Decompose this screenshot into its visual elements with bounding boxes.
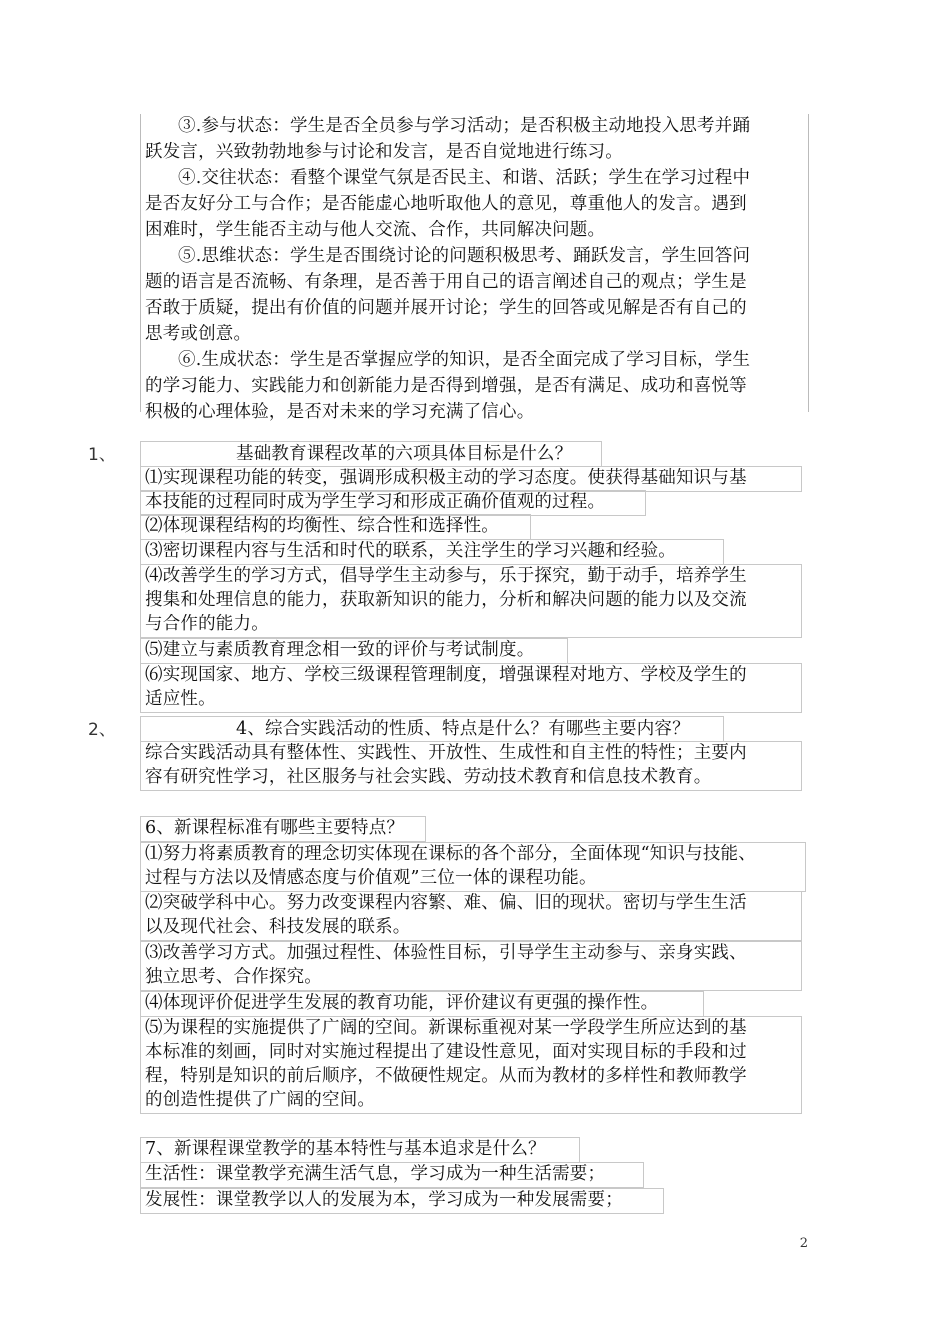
answer-line: ⑴努力将素质教育的理念切实体现在课标的各个部分，全面体现“知识与技能、 (145, 844, 756, 864)
answer-line: ⑹实现国家、地方、学校三级课程管理制度，增强课程对地方、学校及学生的 (145, 665, 747, 685)
answer-line: 本技能的过程同时成为学生学习和形成正确价值观的过程。 (145, 492, 606, 512)
answer-line: ⑷体现评价促进学生发展的教育功能，评价建议有更强的操作性。 (145, 993, 659, 1013)
paragraph-line: 是否友好分工与合作；是否能虚心地听取他人的意见，尊重他人的发言。遇到 (145, 194, 747, 214)
question-title: 4、综合实践活动的性质、特点是什么？有哪些主要内容？ (236, 719, 690, 739)
answer-line: ⑷改善学生的学习方式，倡导学生主动参与，乐于探究，勤于动手，培养学生 (145, 566, 747, 586)
answer-line: ⑴实现课程功能的转变，强调形成积极主动的学习态度。使获得基础知识与基 (145, 468, 747, 488)
answer-line: 综合实践活动具有整体性、实践性、开放性、生成性和自主性的特性；主要内 (145, 743, 747, 763)
question-number: 2、 (88, 720, 116, 740)
answer-line: ⑵体现课程结构的均衡性、综合性和选择性。 (145, 516, 499, 536)
question-number: 1、 (88, 445, 116, 465)
answer-line: ⑵突破学科中心。努力改变课程内容繁、难、偏、旧的现状。密切与学生生活 (145, 893, 747, 913)
answer-line: 的创造性提供了广阔的空间。 (145, 1090, 376, 1110)
answer-line: 以及现代社会、科技发展的联系。 (145, 917, 411, 937)
paragraph-line: 题的语言是否流畅、有条理，是否善于用自己的语言阐述自己的观点；学生是 (145, 272, 747, 292)
paragraph-line: 积极的心理体验，是否对未来的学习充满了信心。 (145, 402, 535, 422)
answer-line: 容有研究性学习，社区服务与社会实践、劳动技术教育和信息技术教育。 (145, 767, 712, 787)
paragraph-line: ④.交往状态：看整个课堂气氛是否民主、和谐、活跃；学生在学习过程中 (178, 168, 751, 188)
answer-line: 生活性：课堂教学充满生活气息，学习成为一种生活需要； (145, 1164, 606, 1184)
answer-line: 与合作的能力。 (145, 614, 269, 634)
paragraph-line: 困难时，学生能否主动与他人交流、合作，共同解决问题。 (145, 220, 606, 240)
answer-line: 发展性：课堂教学以人的发展为本，学习成为一种发展需要； (145, 1190, 623, 1210)
answer-line: 适应性。 (145, 689, 216, 709)
paragraph-line: ③.参与状态：学生是否全员参与学习活动；是否积极主动地投入思考并踊 (178, 116, 751, 136)
answer-line: ⑶密切课程内容与生活和时代的联系，关注学生的学习兴趣和经验。 (145, 541, 676, 561)
left-margin-rule (140, 114, 141, 412)
paragraph-line: 思考或创意。 (145, 324, 252, 344)
question-title: 7、新课程课堂教学的基本特性与基本追求是什么？ (145, 1139, 546, 1159)
question-title: 6、新课程标准有哪些主要特点？ (145, 818, 405, 838)
paragraph-line: 否敢于质疑，提出有价值的问题并展开讨论；学生的回答或见解是否有自己的 (145, 298, 747, 318)
answer-line: 程，特别是知识的前后顺序，不做硬性规定。从而为教材的多样性和教师教学 (145, 1066, 747, 1086)
right-margin-rule (808, 114, 809, 412)
paragraph-line: ⑥.生成状态：学生是否掌握应学的知识，是否全面完成了学习目标，学生 (178, 350, 751, 370)
answer-line: ⑸为课程的实施提供了广阔的空间。新课标重视对某一学段学生所应达到的基 (145, 1018, 747, 1038)
question-title: 基础教育课程改革的六项具体目标是什么？ (236, 444, 573, 464)
answer-line: 独立思考、合作探究。 (145, 967, 322, 987)
answer-line: ⑶改善学习方式。加强过程性、体验性目标，引导学生主动参与、亲身实践、 (145, 943, 747, 963)
answer-line: 过程与方法以及情感态度与价值观”三位一体的课程功能。 (145, 868, 597, 888)
answer-line: 本标准的刻画，同时对实施过程提出了建设性意见，面对实现目标的手段和过 (145, 1042, 747, 1062)
paragraph-line: ⑤.思维状态：学生是否围绕讨论的问题积极思考、踊跃发言，学生回答问 (178, 246, 751, 266)
page-number: 2 (799, 1236, 808, 1251)
answer-line: ⑸建立与素质教育理念相一致的评价与考试制度。 (145, 640, 535, 660)
paragraph-line: 跃发言，兴致勃勃地参与讨论和发言，是否自觉地进行练习。 (145, 142, 623, 162)
paragraph-line: 的学习能力、实践能力和创新能力是否得到增强，是否有满足、成功和喜悦等 (145, 376, 747, 396)
answer-line: 搜集和处理信息的能力，获取新知识的能力，分析和解决问题的能力以及交流 (145, 590, 747, 610)
